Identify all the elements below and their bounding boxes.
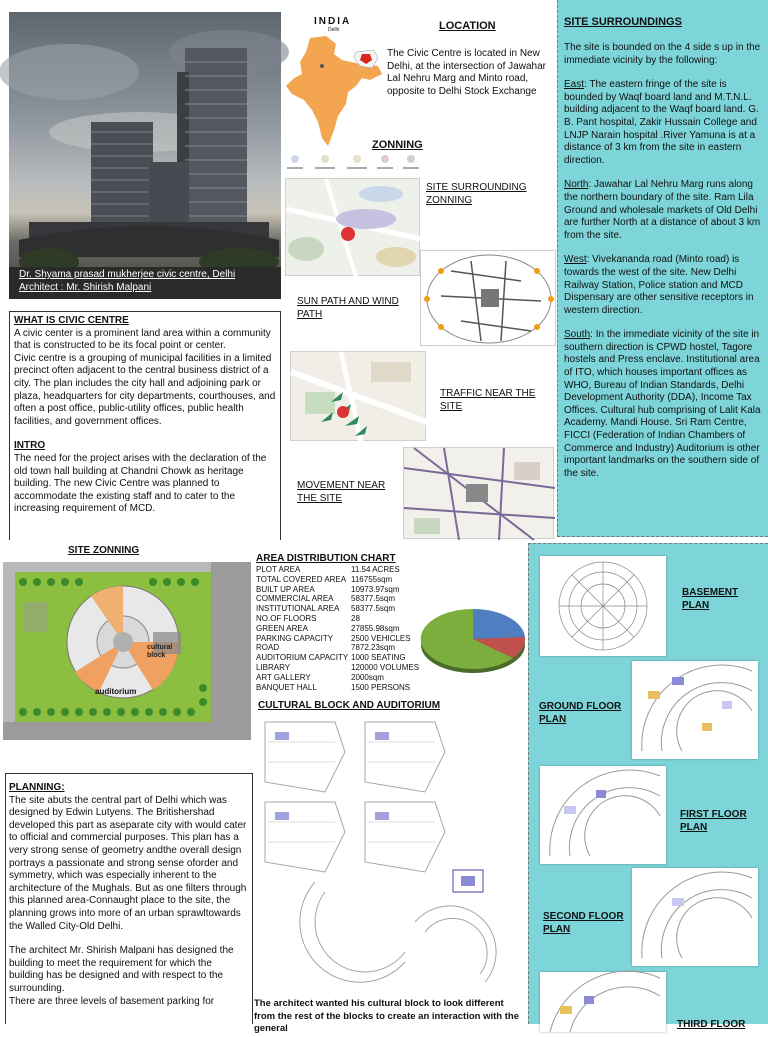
traffic-map bbox=[290, 351, 426, 441]
civic-centre-photo bbox=[9, 12, 281, 299]
site-surrounding-zoning-label: SITE SURROUNDING ZONNING bbox=[426, 182, 527, 206]
zoning-legend bbox=[285, 153, 420, 175]
second-floor-plan-drawing bbox=[632, 868, 758, 966]
site-surrounding-zoning-map bbox=[285, 178, 420, 276]
first-floor-plan-drawing bbox=[540, 766, 666, 864]
area-table-key: ROAD bbox=[256, 643, 280, 653]
planning-p2: The architect Mr. Shirish Malpani has designed the building to meet the requirement for which the building has be designed and with respect to the surrounding. bbox=[9, 945, 234, 994]
area-table-row bbox=[256, 634, 426, 644]
movement-map bbox=[403, 447, 554, 539]
india-map bbox=[282, 12, 386, 152]
area-pie-chart bbox=[418, 604, 528, 674]
intro-heading: INTRO bbox=[14, 440, 46, 452]
ground-floor-plan-label: GROUND FLOOR PLAN bbox=[539, 701, 622, 725]
movement-label: MOVEMENT NEAR THE SITE bbox=[297, 480, 386, 504]
area-table-value: 116755sqm bbox=[351, 574, 393, 584]
area-table-value: 58377.5sqm bbox=[351, 594, 396, 604]
cultural-plans bbox=[255, 712, 527, 997]
third-floor-plan-drawing bbox=[540, 972, 666, 1032]
area-table-row bbox=[256, 663, 426, 673]
area-table-value: 28 bbox=[351, 613, 360, 623]
zoning-heading: ZONNING bbox=[372, 139, 423, 151]
civic-heading: WHAT IS CIVIC CENTRE bbox=[14, 315, 129, 326]
building-illustration bbox=[9, 12, 281, 299]
area-table-key: INSTITUTIONAL AREA bbox=[256, 604, 340, 614]
delhi-inset-icon bbox=[352, 48, 382, 70]
civic-p1: A civic center is a prominent land area within a community that is constructed to be its focal point or center. bbox=[14, 327, 271, 352]
area-table-key: AUDITORIUM CAPACITY bbox=[256, 653, 349, 663]
area-table-key: LIBRARY bbox=[256, 662, 291, 672]
second-floor-plan-label: SECOND FLOOR PLAN bbox=[543, 911, 624, 935]
area-table-row bbox=[256, 624, 426, 634]
cultural-caption: The architect wanted his cultural block to look different from the rest of the blocks to create an interaction with the general bbox=[254, 998, 519, 1034]
third-floor-plan-label: THIRD FLOOR bbox=[677, 1019, 746, 1030]
photo-caption bbox=[19, 268, 235, 294]
area-table-key: ART GALLERY bbox=[256, 672, 311, 682]
area-table-row bbox=[256, 604, 426, 614]
area-table-row bbox=[256, 614, 426, 624]
civic-body bbox=[14, 315, 276, 516]
area-table-value: 7872.23sqm bbox=[351, 643, 396, 653]
area-table-row bbox=[256, 594, 426, 604]
civic-centre-box bbox=[9, 311, 281, 540]
india-map-sub: Delhi bbox=[328, 27, 340, 33]
area-table-row bbox=[256, 585, 426, 595]
area-table-row bbox=[256, 683, 426, 693]
area-table-key: BANQUET HALL bbox=[256, 682, 317, 692]
photo-caption-line2: Architect : Mr. Shirish Malpani bbox=[19, 282, 152, 293]
surroundings-south: South: In the immediate vicinity of the site in southern direction is CPWD hostel, Tagore hostels and Press enclave. Institutional area of ITO, which houses important offices as WHO, Bureau of Indian Standards, Delhi Development Authority (DDA), Income Tax Offices. Cultural hub comprising of Lalit Kala Academy. Mandi House. Sri Ram Centre, FICCI (Federation of Indian Chambers of Commerce and Industry) Auditorium is other important landmarks on the southern side of the site. bbox=[564, 329, 761, 479]
planning-p1: The site abuts the central part of Delhi which was designed by Edwin Lutyens. The Britishershad developed this part as aseparate city with would cater to official and commercial purposes. This plan has a very strong sense of geometry andthe overall design portrays a passionate and strong sense oforder and symmetry, which was especially inherent to the architecture of the Mughals. But as one filters through this planned area-Connaught place to the site, the planning grows into more of an urban sprawltowards the Walled City-Old Delhi. bbox=[9, 794, 247, 932]
area-table-key: GREEN AREA bbox=[256, 623, 309, 633]
area-table-value: 10973.97sqm bbox=[351, 584, 400, 594]
floor-plans-panel bbox=[528, 543, 768, 1030]
planning-body bbox=[9, 782, 249, 1008]
surroundings-heading: SITE SURROUNDINGS bbox=[564, 16, 682, 28]
area-table-value: 11.54 ACRES bbox=[351, 565, 400, 574]
surroundings-west: West: Vivekananda road (Minto road) is towards the west of the site. New Delhi Railway Station, Police station and MCD Dispensary are other sensitive receptors in western direction. bbox=[564, 254, 754, 316]
area-table bbox=[256, 565, 426, 692]
sun-path-label: SUN PATH AND WIND PATH bbox=[297, 296, 399, 320]
area-table-value: 1500 PERSONS bbox=[351, 682, 411, 692]
area-table-value: 2000sqm bbox=[351, 672, 384, 682]
site-zoning-auditorium-label: auditorium bbox=[95, 687, 137, 696]
photo-caption-line1: Dr. Shyama prasad mukherjee civic centre, Delhi bbox=[19, 269, 236, 280]
first-floor-plan-label: FIRST FLOOR PLAN bbox=[680, 809, 747, 833]
site-surroundings-panel bbox=[557, 0, 768, 537]
area-table-key: PLOT AREA bbox=[256, 565, 301, 574]
basement-plan-drawing bbox=[540, 556, 666, 656]
area-table-key: TOTAL COVERED AREA bbox=[256, 574, 347, 584]
area-table-value: 1000 SEATING bbox=[351, 653, 406, 663]
surroundings-east: East: The eastern fringe of the site is bounded by Waqf board land and M.T.N.L. building adjacent to the Waqf board land. G. B. Pant hospital, Zakir Hussain College and LNJP Narain hospital .River Yamuna is at a distance of 3 km from the site in eastern direction. bbox=[564, 79, 759, 166]
area-table-key: COMMERCIAL AREA bbox=[256, 594, 334, 604]
pie-slice-blue bbox=[473, 609, 525, 639]
area-table-row bbox=[256, 653, 426, 663]
area-table-value: 58377.5sqm bbox=[351, 604, 396, 614]
area-table-key: PARKING CAPACITY bbox=[256, 633, 334, 643]
area-table-value: 120000 VOLUMES bbox=[351, 662, 420, 672]
area-table-value: 2500 VEHICLES bbox=[351, 633, 411, 643]
location-text: The Civic Centre is located in New Delhi, at the intersection of Jawahar Lal Nehru Marg and Minto road, opposite to Delhi Stock Exchange bbox=[387, 48, 546, 97]
planning-heading: PLANNING: bbox=[9, 782, 65, 793]
surroundings-intro: The site is bounded on the 4 side s up in the immediate vicinity by the following: bbox=[564, 42, 761, 66]
site-zoning-heading: SITE ZONNING bbox=[68, 545, 140, 556]
traffic-label: TRAFFIC NEAR THE SITE bbox=[440, 388, 536, 412]
basement-plan-label: BASEMENT PLAN bbox=[682, 587, 739, 611]
area-table-row bbox=[256, 575, 426, 585]
ground-floor-plan-drawing bbox=[632, 661, 758, 759]
intro-text: The need for the project arises with the declaration of the old town hall building at Chandni Chowk as heritage building. The new Civic Centre was planned to accommodate the existing staff and to cater to the increasing requirement of MCD. bbox=[14, 452, 267, 515]
area-table-value: 27855.98sqm bbox=[351, 623, 400, 633]
area-table-row bbox=[256, 673, 426, 683]
area-table-key: NO.OF FLOORS bbox=[256, 613, 317, 623]
surroundings-body bbox=[564, 42, 767, 480]
area-chart-heading: AREA DISTRIBUTION CHART bbox=[256, 553, 396, 564]
cultural-heading: CULTURAL BLOCK AND AUDITORIUM bbox=[258, 700, 441, 711]
civic-p2: Civic centre is a grouping of municipal facilities in a limited precinct often adjacent to the central business district of a city. The plan includes the city hall and adjoining park or plaza, headquarters for city departments, courthouses, and often a post office, public-utility offices, public health facilities, and government offices. bbox=[14, 352, 276, 427]
site-zoning-plan bbox=[3, 562, 251, 740]
site-zoning-cultural-label: cultural block bbox=[147, 644, 173, 659]
area-table-row bbox=[256, 643, 426, 653]
india-map-title: INDIA bbox=[314, 16, 352, 27]
planning-box bbox=[5, 773, 253, 1024]
surroundings-north: North: Jawahar Lal Nehru Marg runs along the northern boundary of the site. Ram Lila Ground and wholesale markets of Old Delhi are further North at a distance of about 3 km from the site. bbox=[564, 179, 761, 241]
area-table-row bbox=[256, 565, 426, 575]
planning-p3: There are three levels of basement parking for bbox=[9, 995, 215, 1007]
location-heading: LOCATION bbox=[439, 20, 496, 32]
sun-path-map bbox=[420, 250, 556, 346]
area-table-key: BUILT UP AREA bbox=[256, 584, 315, 594]
